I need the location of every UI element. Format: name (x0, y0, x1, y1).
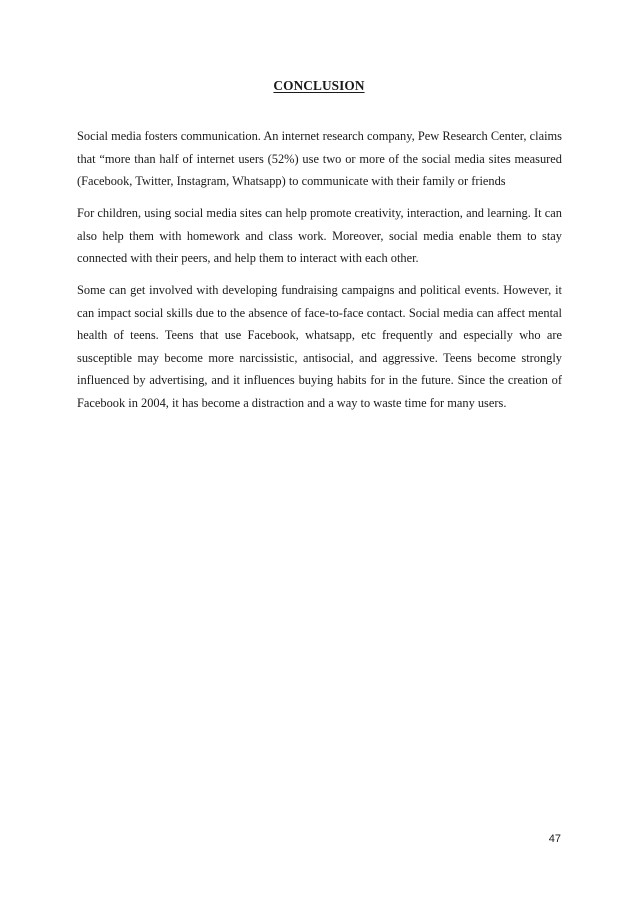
page-title: CONCLUSION (273, 78, 365, 93)
page-number: 47 (548, 833, 561, 845)
body-text (77, 125, 562, 424)
paragraph-communication: Social media fosters communication. An internet research company, Pew Research Center, claims that “more than half of internet users (52%) use two or more of the social media sites measured (Facebook, Twitter, Instagram, Whatsapp) to communicate with their family or friends (77, 129, 562, 188)
paragraph-effects: Some can get involved with developing fundraising campaigns and political events. However, it can impact social skills due to the absence of face-to-face contact. Social media can affect mental health of teens. Teens that use Facebook, whatsapp, etc frequently and especially who are susceptible may become more narcissistic, antisocial, and aggressive. Teens become strongly influenced by advertising, and it influences buying habits for in the future. Since the creation of Facebook in 2004, it has become a distraction and a way to waste time for many users. (77, 283, 562, 410)
paragraph-children: For children, using social media sites can help promote creativity, interaction, and learning. It can also help them with homework and class work. Moreover, social media enable them to stay connected with their peers, and help them to interact with each other. (77, 206, 562, 265)
